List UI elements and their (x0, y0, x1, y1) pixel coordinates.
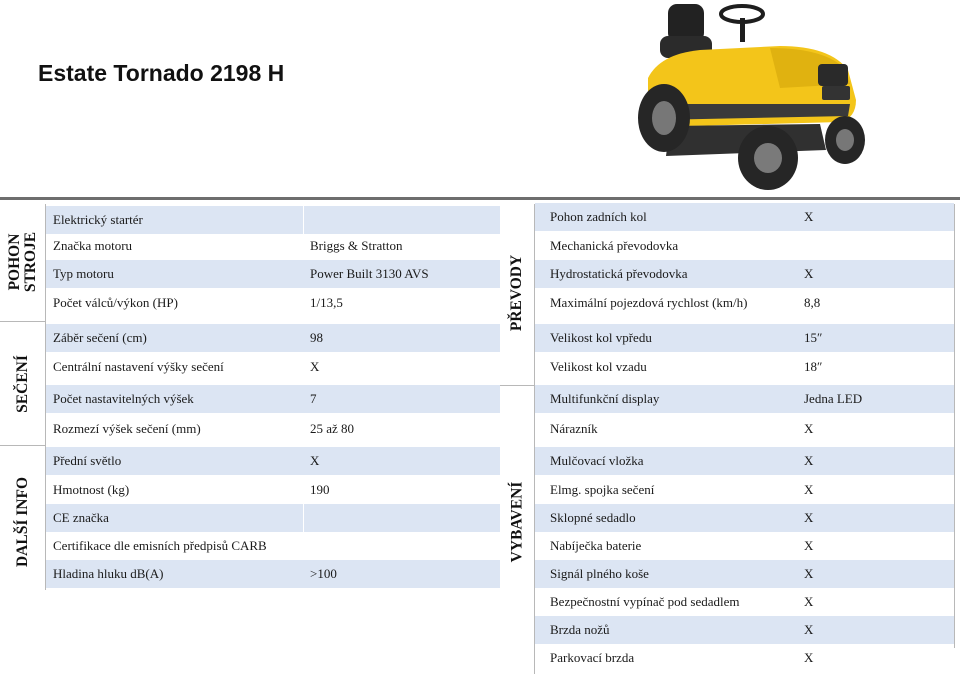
page-title: Estate Tornado 2198 H (38, 60, 285, 86)
table-row (46, 504, 500, 532)
table-row (535, 476, 954, 504)
spec-label: Signál plného koše (550, 566, 649, 581)
table-row (46, 232, 500, 260)
spec-label: Bezpečnostní vypínač pod sedadlem (550, 594, 740, 609)
spec-value: X (310, 453, 320, 468)
spec-label: Mechanická převodovka (550, 238, 679, 253)
spec-value: 1/13,5 (310, 295, 343, 310)
table-row (46, 289, 500, 317)
spec-label: Parkovací brzda (550, 650, 635, 665)
spec-value: X (804, 566, 814, 581)
table-row (46, 532, 500, 560)
spec-value: 98 (310, 330, 323, 345)
spec-value: X (310, 359, 320, 374)
table-row (46, 324, 500, 352)
section-label-vybaveni: VYBAVENÍ (508, 481, 525, 563)
table-row (46, 560, 500, 588)
spec-value: 190 (310, 482, 330, 497)
table-row (535, 203, 954, 231)
spec-label: Záběr sečení (cm) (53, 330, 147, 345)
spec-label: Hladina hluku dB(A) (53, 566, 164, 581)
spec-value: X (804, 594, 814, 609)
table-row (46, 353, 500, 381)
spec-label: Multifunkční display (550, 391, 660, 406)
table-row (535, 532, 954, 560)
spec-label: Počet válců/výkon (HP) (53, 295, 178, 310)
section-label-prevody: PŘEVODY (508, 254, 526, 332)
table-row (535, 260, 954, 288)
spec-label: Centrální nastavení výšky sečení (53, 359, 224, 374)
table-row (46, 447, 500, 475)
table-row (46, 260, 500, 288)
spec-label: Hydrostatická převodovka (550, 266, 688, 281)
table-row (535, 289, 954, 317)
spec-label: Rozmezí výšek sečení (mm) (53, 421, 201, 436)
spec-value: X (804, 209, 814, 224)
spec-label: Přední světlo (53, 453, 122, 468)
spec-value: X (804, 266, 814, 281)
spec-label: Velikost kol vzadu (550, 359, 647, 374)
right-edge-divider (954, 204, 955, 648)
table-row (535, 324, 954, 352)
table-row (46, 385, 500, 413)
spec-label: Brzda nožů (550, 622, 610, 637)
table-row (535, 447, 954, 475)
table-row (535, 415, 954, 443)
spec-label: Certifikace dle emisních předpisů CARB (53, 538, 267, 553)
table-row (535, 616, 954, 644)
right-spec-table (535, 0, 954, 676)
spec-label: Hmotnost (kg) (53, 482, 130, 497)
spec-value: Briggs & Stratton (310, 238, 403, 253)
spec-label: CE značka (53, 510, 109, 525)
table-row (535, 588, 954, 616)
table-row (535, 504, 954, 532)
spec-label: Sklopné sedadlo (550, 510, 636, 525)
spec-value: 25 až 80 (310, 421, 355, 436)
spec-value (303, 504, 500, 532)
table-row (535, 644, 954, 672)
spec-value: Jedna LED (804, 391, 863, 406)
spec-label: Počet nastavitelných výšek (53, 391, 194, 406)
spec-value: X (804, 538, 814, 553)
section-label-seceni: SEČENÍ (14, 355, 31, 413)
table-row (535, 353, 954, 381)
spec-value: >100 (310, 566, 337, 581)
spec-value: X (804, 650, 814, 665)
section-divider (0, 445, 46, 446)
table-row (46, 415, 500, 443)
table-row (535, 232, 954, 260)
table-row (46, 476, 500, 504)
spec-label: Nárazník (550, 421, 598, 436)
spec-value: X (804, 421, 814, 436)
spec-label: Pohon zadních kol (550, 209, 647, 224)
section-divider (500, 385, 534, 386)
section-label-dalsi-info: DALŠÍ INFO (14, 476, 32, 568)
spec-value: 18″ (804, 359, 823, 374)
section-divider (0, 321, 46, 322)
spec-value: 7 (310, 391, 317, 406)
spec-label: Elektrický startér (53, 212, 143, 227)
spec-label: Značka motoru (53, 238, 133, 253)
spec-value: 15″ (804, 330, 823, 345)
table-row (535, 385, 954, 413)
table-row (535, 560, 954, 588)
spec-value: X (804, 622, 814, 637)
spec-value: Power Built 3130 AVS (310, 266, 429, 281)
spec-value: 8,8 (804, 295, 821, 310)
spec-value (303, 206, 500, 234)
spec-label: Typ motoru (53, 266, 114, 281)
table-row (46, 206, 500, 234)
spec-label: Maximální pojezdová rychlost (km/h) (550, 295, 748, 310)
left-spec-table (46, 0, 500, 676)
spec-label: Velikost kol vpředu (550, 330, 652, 345)
spec-label: Mulčovací vložka (550, 453, 644, 468)
section-label-pohon-stroje: POHON STROJE (6, 231, 39, 293)
spec-label: Elmg. spojka sečení (550, 482, 655, 497)
spec-value: X (804, 453, 814, 468)
spec-value: X (804, 482, 814, 497)
spec-label: Nabíječka baterie (550, 538, 642, 553)
spec-value: X (804, 510, 814, 525)
